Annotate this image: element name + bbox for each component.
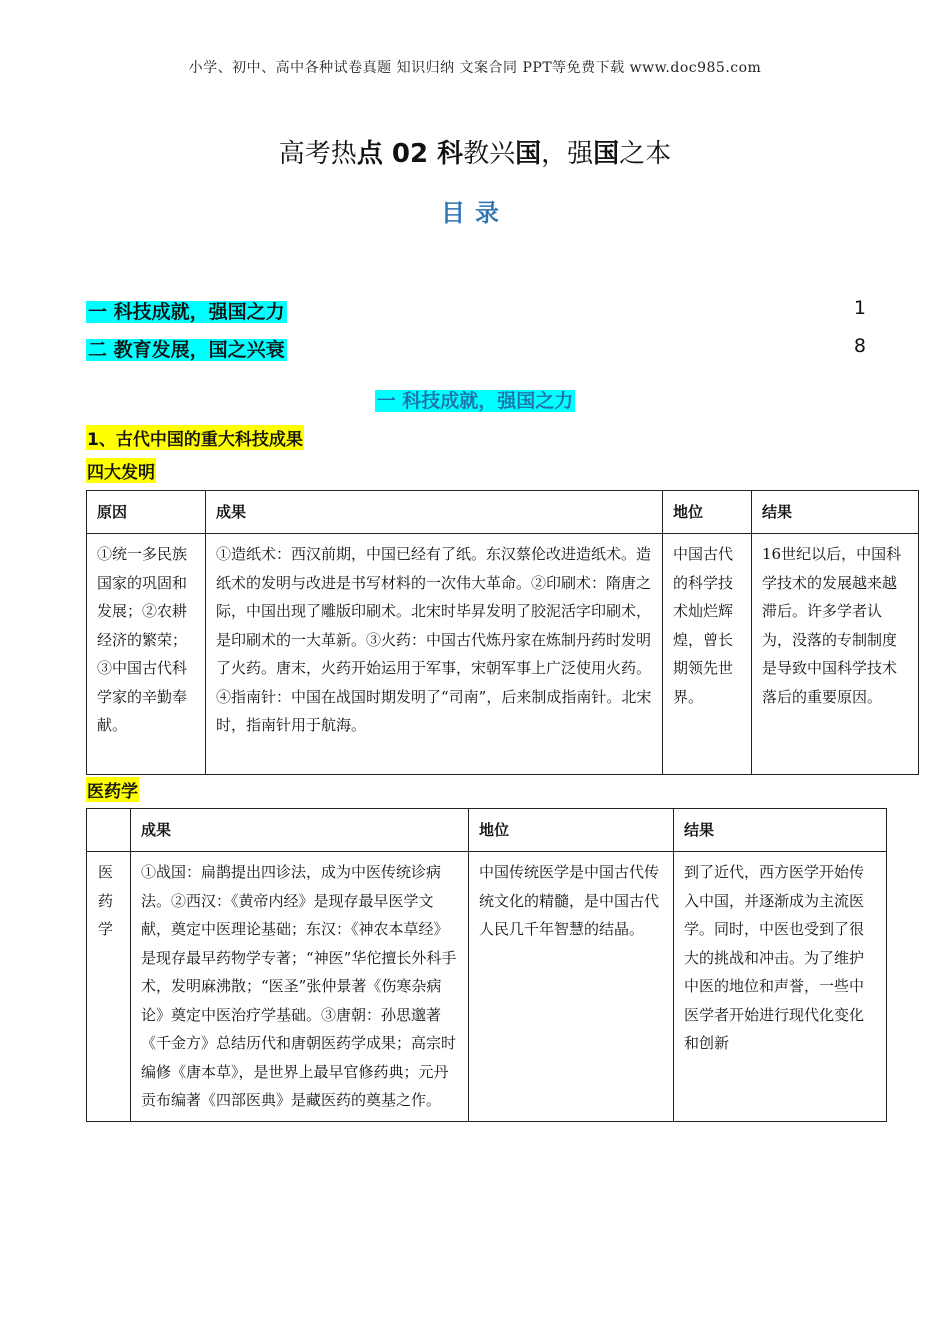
table-header-row [87, 809, 887, 852]
title-part: 点 02 科 [356, 139, 464, 169]
table-header-cell: 结果 [674, 809, 887, 852]
table-cell: 16世纪以后，中国科学技术的发展越来越滞后。许多学者认为，没落的专制制度是导致中国科学技术落后的重要原因。 [752, 534, 919, 775]
section-heading [0, 386, 950, 413]
toc-item-label: 二 教育发展，国之兴衰 [88, 339, 285, 361]
toc-title: 目录 [441, 199, 509, 227]
title-part: 国 [593, 139, 620, 169]
subheading: 四大发明 [86, 458, 156, 483]
title-part: 高考热 [278, 139, 357, 169]
section-heading-text: 一 科技成就，强国之力 [376, 390, 574, 412]
page-header: 小学、初中、高中各种试卷真题 知识归纳 文案合同 PPT等免费下载 www.doc985.com [188, 60, 762, 76]
table-header-cell: 地位 [469, 809, 674, 852]
title-part: 教兴 [463, 139, 516, 169]
toc-item[interactable] [86, 297, 866, 324]
table-cell: ①战国：扁鹊提出四诊法，成为中医传统诊病法。②西汉：《黄帝内经》是现存最早医学文献，奠定中医理论基础；东汉：《神农本草经》是现存最早药物学专著；“神医”华佗擅长外科手术，发明麻沸散；“医圣”张仲景著《伤寒杂病论》奠定中医治疗学基础。③唐朝：孙思邈著《千金方》总结历代和唐朝医药学成果；高宗时编修《唐本草》，是世界上最早官修药典；元丹贡布编著《四部医典》是藏医药的奠基之作。 [131, 852, 469, 1122]
table-cell: 中国古代的科学技术灿烂辉煌，曾长期领先世界。 [663, 534, 752, 775]
table-cell: ①造纸术：西汉前期，中国已经有了纸。东汉蔡伦改进造纸术。造纸术的发明与改进是书写材料的一次伟大革命。②印刷术：隋唐之际，中国出现了雕版印刷术。北宋时毕昇发明了胶泥活字印刷术，是印刷术的一大革新。③火药：中国古代炼丹家在炼制丹药时发明了火药。唐末，火药开始运用于军事，宋朝军事上广泛使用火药。④指南针：中国在战国时期发明了“司南”，后来制成指南针。北宋时，指南针用于航海。 [206, 534, 663, 775]
subheading: 1、古代中国的重大科技成果 [86, 425, 304, 450]
toc-item-page: 1 [853, 297, 866, 319]
medicine-table [86, 808, 887, 1122]
table-header-cell: 地位 [663, 491, 752, 534]
subheading: 医药学 [86, 777, 139, 802]
table-header-cell [87, 809, 131, 852]
title-part: 之本 [619, 139, 672, 169]
table-row [87, 852, 887, 1122]
toc-item-label: 一 科技成就，强国之力 [88, 301, 285, 323]
table-header-cell: 成果 [206, 491, 663, 534]
toc-item[interactable] [86, 335, 866, 362]
table-header-cell: 原因 [87, 491, 206, 534]
row-label-cell: 医药学 [87, 852, 131, 1122]
table-header-cell: 结果 [752, 491, 919, 534]
title-part: 国 [515, 139, 542, 169]
table-cell: 到了近代，西方医学开始传入中国，并逐渐成为主流医学。同时，中医也受到了很大的挑战和冲击。为了维护中医的地位和声誉，一些中医学者开始进行现代化变化和创新 [674, 852, 887, 1122]
page-title [0, 133, 950, 170]
table-cell: 中国传统医学是中国古代传统文化的精髓，是中国古代人民几千年智慧的结晶。 [469, 852, 674, 1122]
toc-item-page: 8 [853, 335, 866, 357]
table-header-row [87, 491, 919, 534]
four-inventions-table [86, 490, 919, 775]
title-part: ，强 [541, 139, 594, 169]
table-header-cell: 成果 [131, 809, 469, 852]
table-cell: ①统一多民族国家的巩固和发展；②农耕经济的繁荣；③中国古代科学家的辛勤奉献。 [87, 534, 206, 775]
table-row [87, 534, 919, 775]
